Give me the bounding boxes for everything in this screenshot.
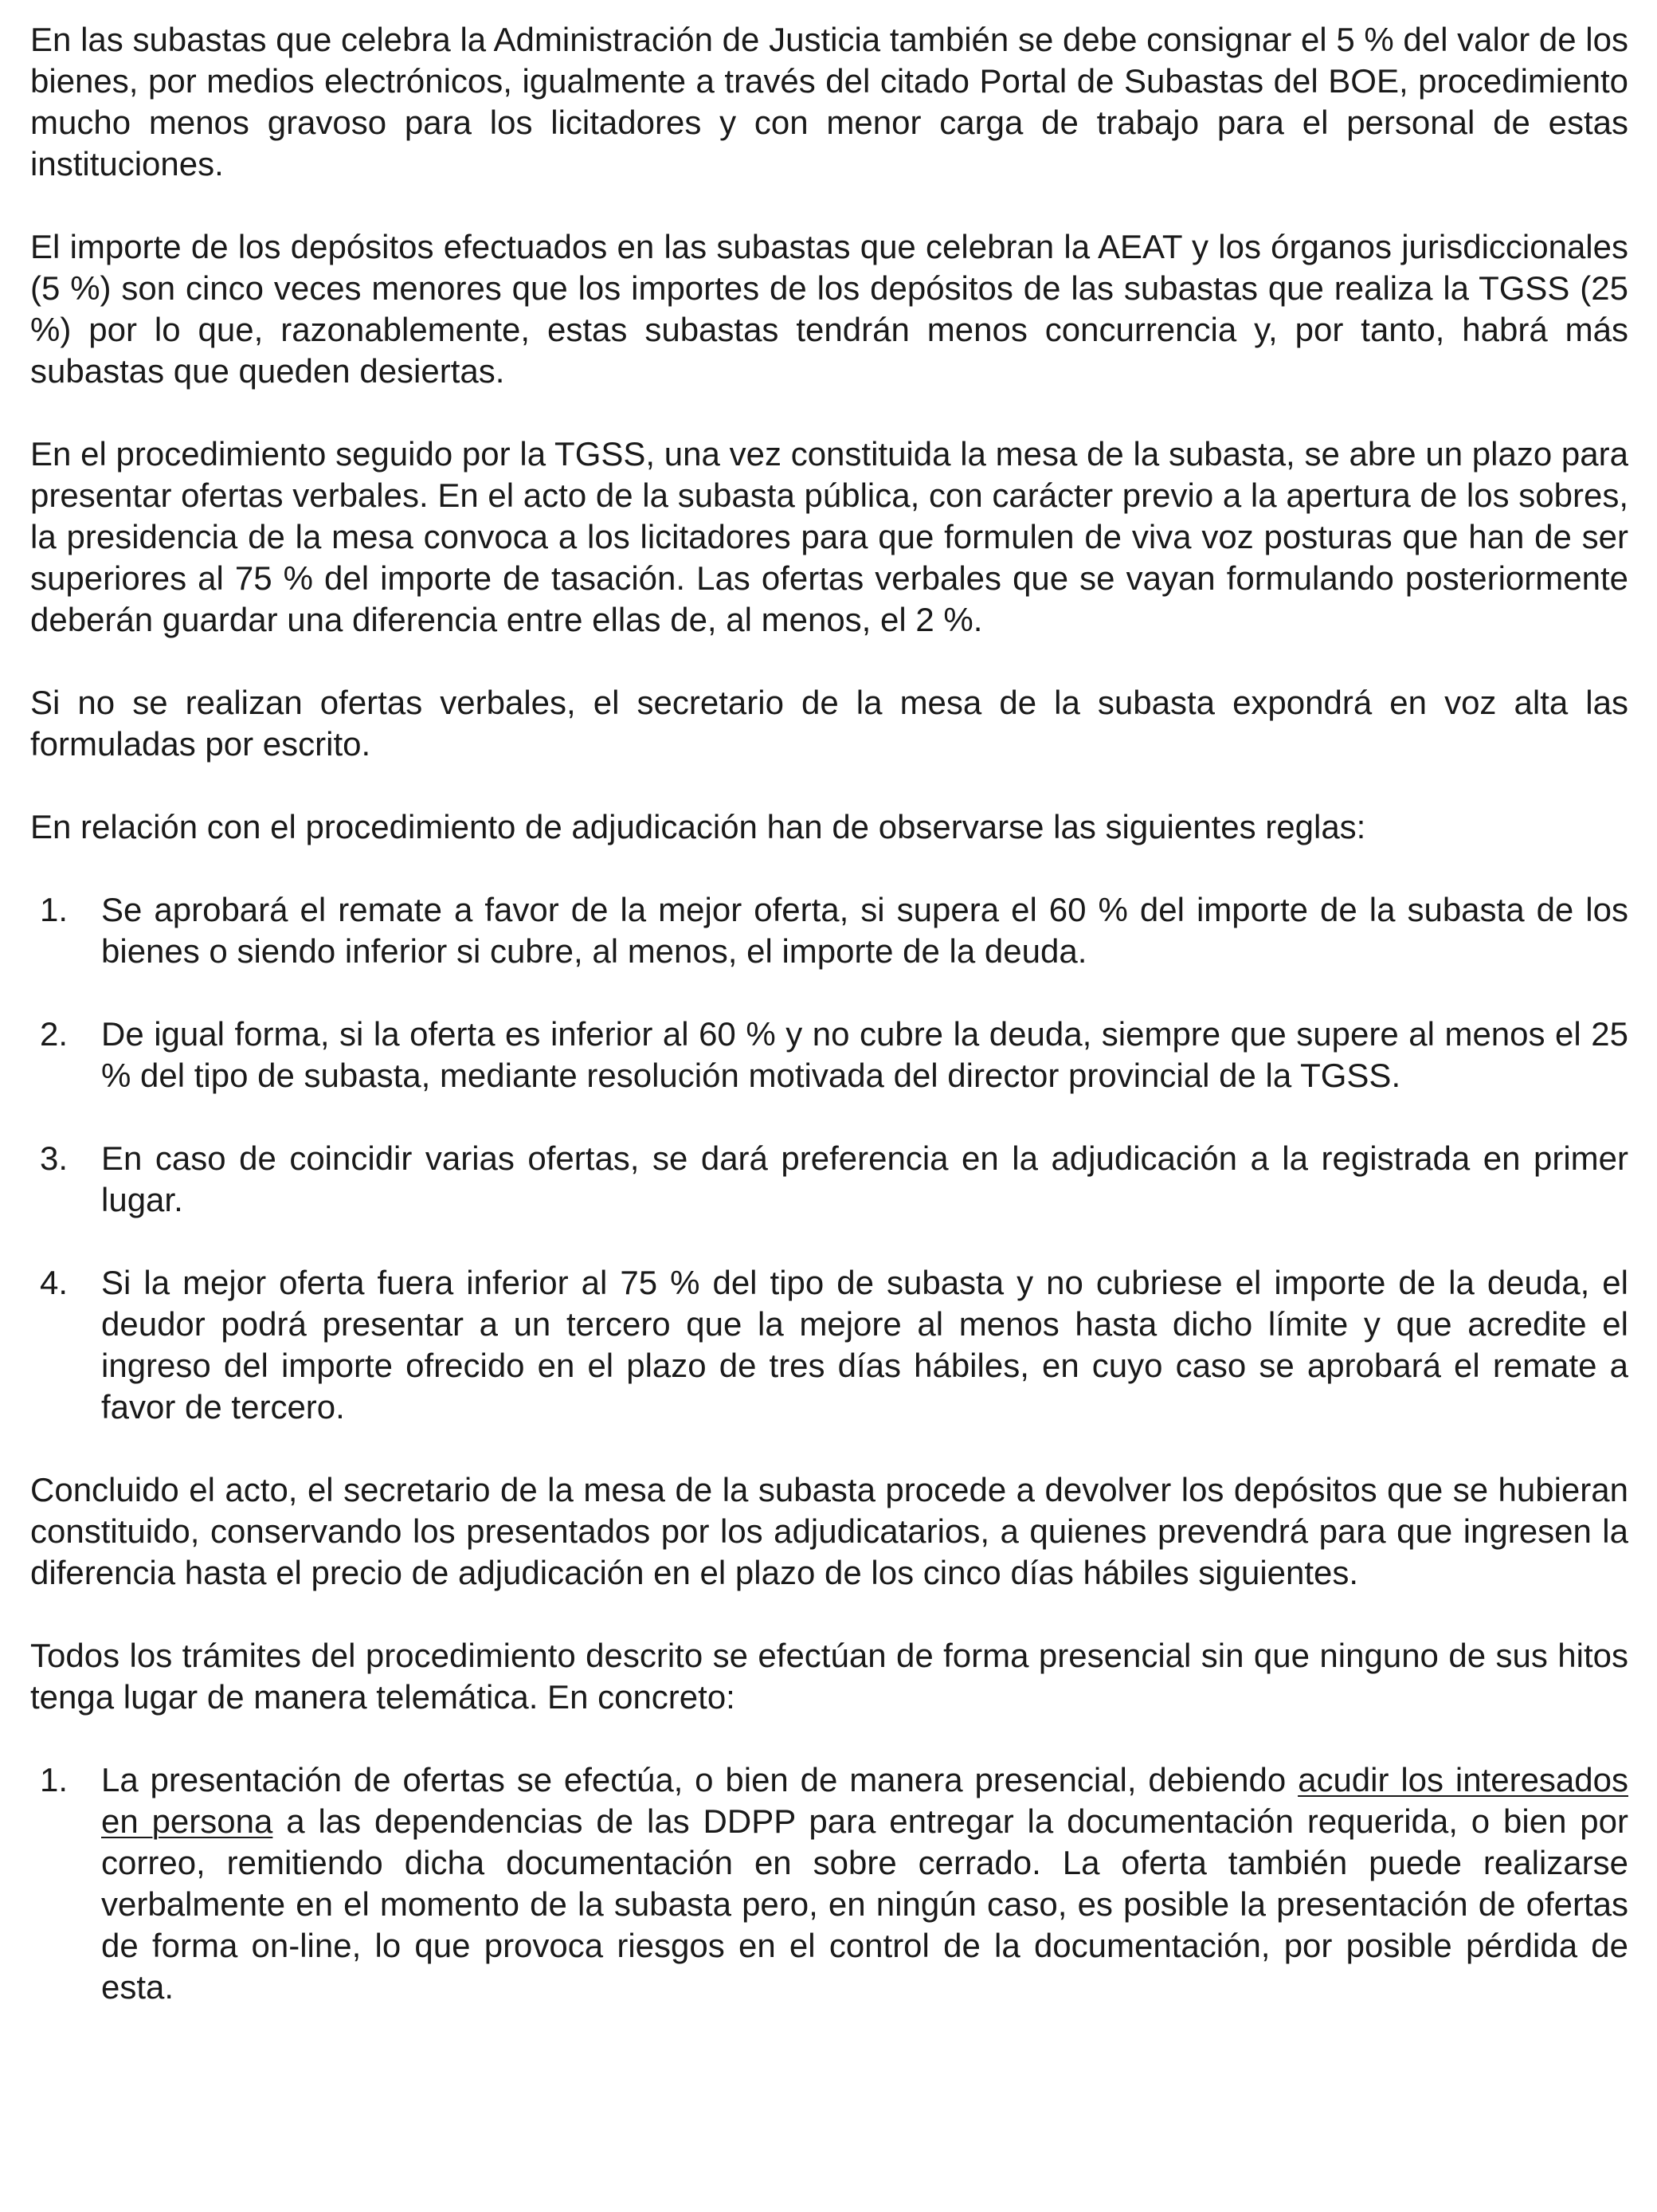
list-item-text [101,1761,1628,2006]
paragraph-deposit-comparison: El importe de los depósitos efectuados en las subastas que celebran la AEAT y los órganos jurisdiccionales (5 %) son cinco veces menores que los importes de los depósitos de las subastas que realiza la TGSS (25 %) por lo que, razonablemente, estas subastas tendrán menos concurrencia y, por tanto, habrá más subastas que queden desiertas. [30,228,1628,390]
paragraph-in-person-procedure: Todos los trámites del procedimiento descrito se efectúan de forma presencial sin que ninguno de sus hitos tenga lugar de manera telemática. En concreto: [30,1637,1628,1716]
list-item-number: 1. [40,891,69,928]
text-segment: La presentación de ofertas se efectúa, o bien de manera presencial, debiendo [101,1761,1299,1798]
list-item [30,1759,1628,2008]
paragraph-verbal-offers: Si no se realizan ofertas verbales, el secretario de la mesa de la subasta expondrá en voz alta las formuladas por escrito. [30,684,1628,763]
list-item [30,1262,1628,1428]
paragraph-tgss-procedure: En el procedimiento seguido por la TGSS, una vez constituida la mesa de la subasta, se abre un plazo para presentar ofertas verbales. En el acto de la subasta pública, con carácter previo a la apertura de los sobres, la presidencia de la mesa convoca a los licitadores para que formulen de viva voz posturas que han de ser superiores al 75 % del importe de tasación. Las ofertas verbales que se vayan formulando posteriormente deberán guardar una diferencia entre ellas de, al menos, el 2 %. [30,435,1628,638]
list-item-number: 1. [40,1761,69,1798]
in-person-steps-list [30,1759,1628,2008]
list-item-number: 4. [40,1264,69,1301]
list-item-text: En caso de coincidir varias ofertas, se dará preferencia en la adjudicación a la registrada en primer lugar. [101,1139,1628,1218]
adjudication-rules-list [30,889,1628,1428]
list-item [30,1138,1628,1221]
list-item-number: 3. [40,1139,69,1177]
paragraph-justicia-deposit: En las subastas que celebra la Administración de Justicia también se debe consignar el 5 % del valor de los bienes, por medios electrónicos, igualmente a través del citado Portal de Subastas del BOE, procedimiento mucho menos gravoso para los licitadores y con menor carga de trabajo para el personal de estas instituciones. [30,21,1628,182]
paragraph-deposit-return: Concluido el acto, el secretario de la mesa de la subasta procede a devolver los depósitos que se hubieran constituido, conservando los presentados por los adjudicatarios, a quienes prevendrá para que ingresen la diferencia hasta el precio de adjudicación en el plazo de los cinco días hábiles siguientes. [30,1471,1628,1591]
underlined-text: acudir los interesados en persona [101,1761,1628,1840]
list-item-text: De igual forma, si la oferta es inferior al 60 % y no cubre la deuda, siempre que supere al menos el 25 % del tipo de subasta, mediante resolución motivada del director provincial de la TGSS. [101,1015,1628,1094]
list-item-number: 2. [40,1015,69,1053]
list-item [30,889,1628,972]
list-item [30,1014,1628,1096]
list-item-text: Si la mejor oferta fuera inferior al 75 % del tipo de subasta y no cubriese el importe de la deuda, el deudor podrá presentar a un tercero que la mejore al menos hasta dicho límite y que acredite el ingreso del importe ofrecido en el plazo de tres días hábiles, en cuyo caso se aprobará el remate a favor de tercero. [101,1264,1628,1426]
list-item-text: Se aprobará el remate a favor de la mejor oferta, si supera el 60 % del importe de la subasta de los bienes o siendo inferior si cubre, al menos, el importe de la deuda. [101,891,1628,970]
paragraph-adjudication-intro: En relación con el procedimiento de adjudicación han de observarse las siguientes reglas: [30,808,1366,845]
text-segment: a las dependencias de las DDPP para entregar la documentación requerida, o bien por correo, remitiendo dicha documentación en sobre cerrado. La oferta también puede realizarse verbalmente en el momento de la subasta pero, en ningún caso, es posible la presentación de ofertas de forma on-line, lo que provoca riesgos en el control de la documentación, por posible pérdida de esta. [101,1802,1628,2006]
